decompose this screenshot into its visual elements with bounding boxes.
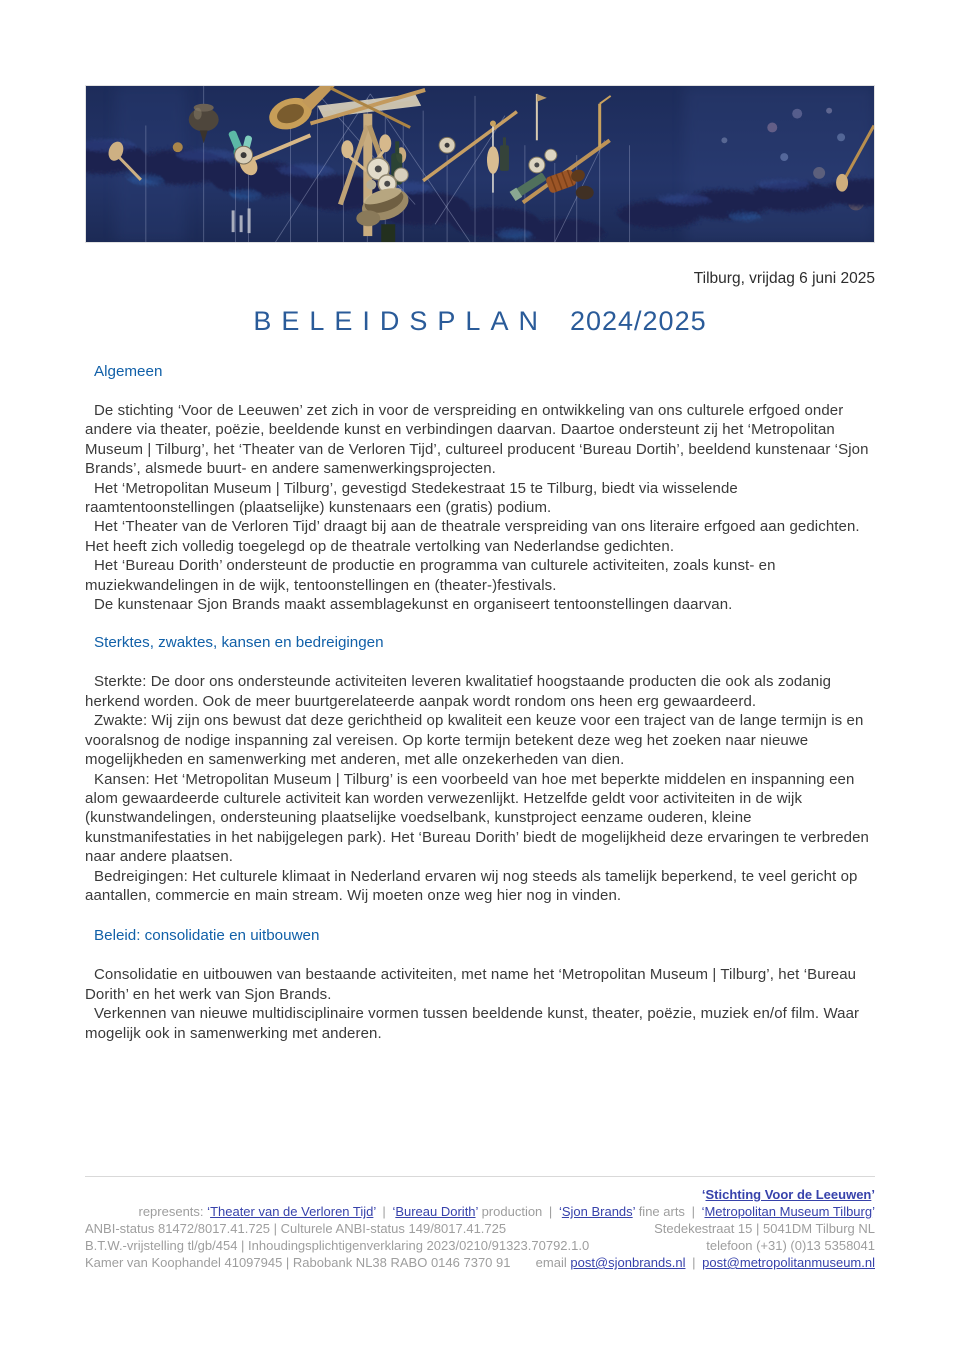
date-line: Tilburg, vrijdag 6 juni 2025: [693, 270, 875, 287]
footer-represents-line: [85, 1203, 875, 1220]
body-paragraph: Consolidatie en uitbouwen van bestaande activiteiten, met name het ‘Metropolitan Museum | Tilburg’, het ‘Bureau Dorith’ en het werk van Sjon Brands.: [85, 966, 857, 1003]
section-heading-algemeen: Algemeen: [94, 363, 163, 380]
body-paragraph: Bedreigingen: Het culturele klimaat in Nederland ervaren wij nog steeds als tamelijk beperkend, te veel gericht op aantallen, commercie en main stream. Wij moeten onze weg hier nog in vinden.: [85, 867, 858, 904]
link-bureau-dorith[interactable]: Bureau Dorith: [395, 1204, 476, 1219]
brass-bead: [173, 142, 183, 152]
quote-open: ‘: [207, 1204, 211, 1219]
quote-close: ’: [872, 1204, 875, 1219]
quote-open: ‘: [701, 1187, 706, 1202]
link-metropolitan-museum-tilburg[interactable]: Metropolitan Museum Tilburg: [704, 1204, 873, 1219]
quote-close: ’: [871, 1187, 875, 1202]
btw-info: B.T.W.-vrijstelling tl/gb/454 | Inhoudingsplichtigenverklaring 2023/0210/91323.70792.1.0: [85, 1238, 590, 1253]
footer-org-line: [85, 1186, 875, 1203]
footer-divider: [85, 1176, 875, 1177]
phone: telefoon (+31) (0)13 5358041: [706, 1238, 875, 1253]
body-paragraph: De stichting ‘Voor de Leeuwen’ zet zich in voor de verspreiding en ontwikkeling van ons culturele erfgoed onder andere via theater, poëzie, beeldende kunst en verbindingen daarvan. Daartoe ondersteunt zij het ‘Metropolitan Museum | Tilburg’, het ‘Theater van de Verloren Tijd’, cultureel producent ‘Bureau Dortih’, beeldend kunstenaar ‘Sjon Brands’, alsmede buurt- en andere samenwerkingsprojecten.: [85, 402, 869, 478]
body-paragraph: Kansen: Het ‘Metropolitan Museum | Tilburg’ is een voorbeeld van hoe met beperkte middelen en inspanning een alom gewaardeerde culturele activiteit kan worden verwezenlijkt. Hetzelfde geldt voor activiteiten in de wijk (kunstwandelingen, ondersteuning plaatselijke voedselbank, kunstproject eenzame ouderen, kleine kunstmanifestaties in het nabijgelegen park). Het ‘Bureau Dorith’ biedt de mogelijkheid deze ervaringen te verbreden naar andere plaatsen.: [85, 770, 869, 866]
section-heading-beleid: Beleid: consolidatie en uitbouwen: [94, 927, 320, 945]
link-sjon-brands[interactable]: Sjon Brands: [561, 1204, 633, 1219]
link-stichting-voor-de-leeuwen[interactable]: Stichting Voor de Leeuwen: [705, 1187, 872, 1202]
title-main: BELEIDSPLAN: [253, 306, 548, 336]
email-link-sjonbrands[interactable]: post@sjonbrands.nl: [570, 1255, 686, 1270]
page-footer: [85, 1176, 875, 1271]
quote-close: ’: [373, 1204, 376, 1219]
quote-close: ’: [475, 1204, 478, 1219]
separator: |: [692, 1255, 696, 1270]
header-photo: [85, 85, 875, 243]
footer-row-btw: [85, 1237, 875, 1254]
body-paragraph: Het ‘Theater van de Verloren Tijd’ draagt bij aan de theatrale verspreiding van ons literaire erfgoed aan gedichten. Het heeft zich volledig toegelegd op de theatrale vertolking van Nederlandse gedichten.: [85, 518, 860, 555]
quote-close: ’: [632, 1204, 636, 1219]
anbi-status: ANBI-status 81472/8017.41.725 | Culturele ANBI-status 149/8017.41.725: [85, 1221, 507, 1236]
footer-row-kvk: [85, 1254, 875, 1271]
quote-open: ‘: [701, 1204, 705, 1219]
pulley-left: [235, 146, 253, 164]
quote-open: ‘: [558, 1204, 562, 1219]
body-paragraph: Verkennen van nieuwe multidisciplinaire vormen tussen beeldende kunst, theater, poëzie, muziek en/of film. Waar mogelijk ook in samenwerking met anderen.: [85, 1005, 860, 1042]
section-heading-sterktes: Sterktes, zwaktes, kansen en bedreigingen: [94, 634, 384, 652]
title-year: 2024/2025: [569, 306, 707, 336]
production-label: production: [481, 1204, 543, 1219]
separator: |: [548, 1204, 553, 1219]
address: Stedekestraat 15 | 5041DM Tilburg NL: [654, 1221, 875, 1236]
kvk-bank-info: Kamer van Koophandel 41097945 | Rabobank NL38 RABO 0146 7370 91: [85, 1255, 511, 1270]
link-theater-van-de-verloren-tijd[interactable]: Theater van de Verloren Tijd: [210, 1204, 374, 1219]
fine-arts-label: fine arts: [638, 1204, 685, 1219]
separator: |: [691, 1204, 695, 1219]
email-link-metropolitanmuseum[interactable]: post@metropolitanmuseum.nl: [702, 1255, 875, 1270]
separator: |: [382, 1204, 386, 1219]
footer-row-anbi: [85, 1220, 875, 1237]
email-label: email: [535, 1255, 567, 1270]
pulley-mid: [439, 137, 455, 153]
page-title: [85, 304, 875, 338]
represents-label: represents:: [138, 1204, 204, 1219]
body-paragraph: Het ‘Metropolitan Museum | Tilburg’, gevestigd Stedekestraat 15 te Tilburg, biedt via wisselende raamtentoonstellingen (plaatselijke) kunstenaars een (gratis) podium.: [85, 479, 738, 517]
body-paragraph: Zwakte: Wij zijn ons bewust dat deze gerichtheid op kwaliteit een keuze voor een traject van de lange termijn is en vooralsnog de nodige inspanning zal vereisen. Op korte termijn betekent deze weg het zoeken naar nieuwe mogelijkheden en samenwerking met anderen, met alle onzekerheden van dien.: [85, 712, 864, 769]
body-paragraph: Sterkte: De door ons ondersteunde activiteiten leveren kwalitatief hoogstaande producten die ook als zodanig herkend worden. Ook de meer buurtgerelateerde aanpak wordt rondom ons heen erg gewaardeerd.: [85, 673, 832, 710]
body-paragraph: Het ‘Bureau Dorith’ ondersteunt de productie en programma van culturele activiteiten, zoals kunst- en muziekwandelingen in de wijk, tentoonstellingen en (theater-)festivals.: [85, 557, 776, 594]
quote-open: ‘: [392, 1204, 396, 1219]
body-paragraph: De kunstenaar Sjon Brands maakt assemblagekunst en organiseert tentoonstellingen daarvan.: [94, 596, 733, 614]
